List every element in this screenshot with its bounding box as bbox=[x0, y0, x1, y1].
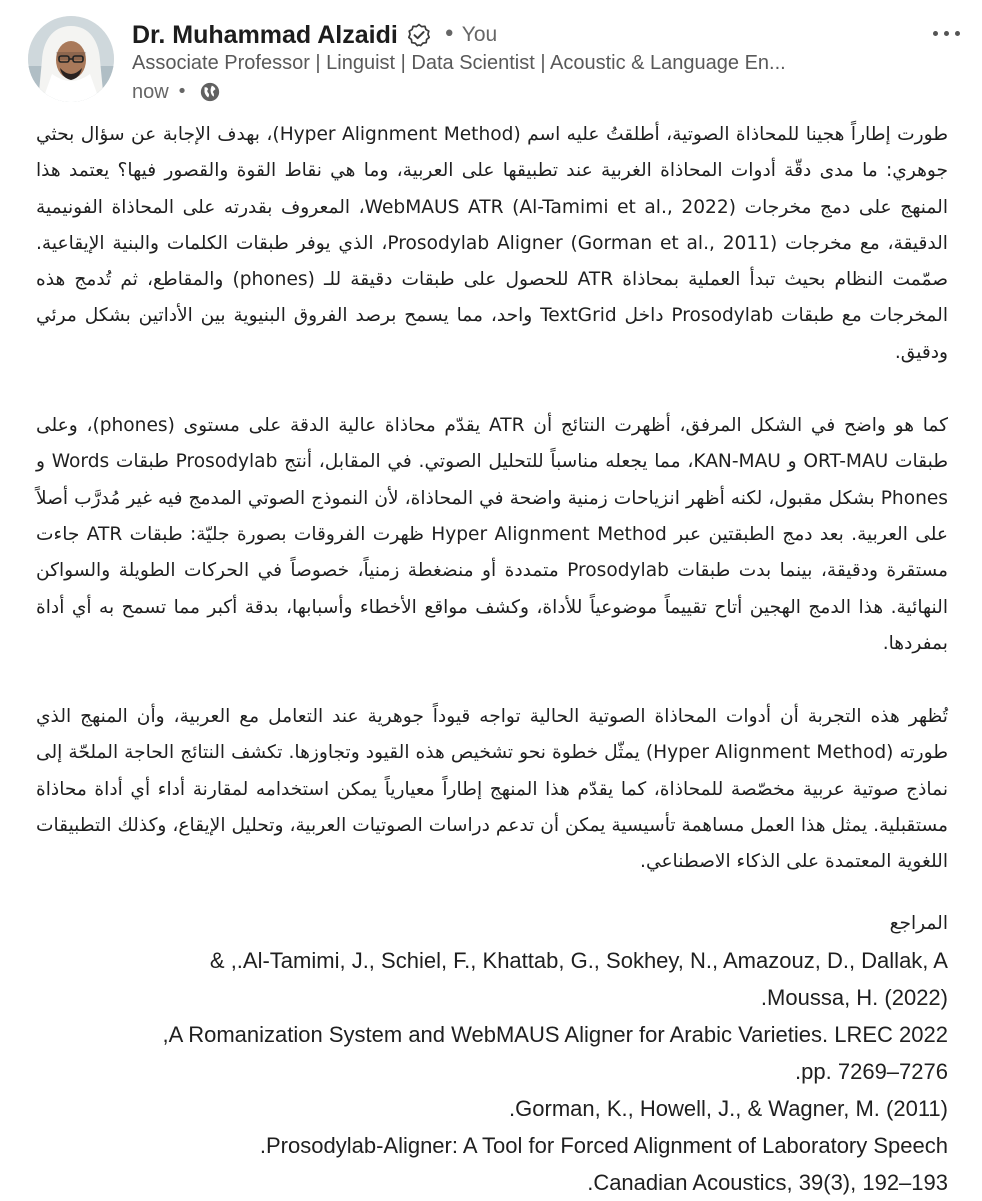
post-header bbox=[28, 14, 968, 110]
reference-line: Prosodylab-Aligner: A Tool for Forced Alignment of Laboratory Speech. bbox=[259, 1133, 948, 1158]
references-section bbox=[36, 905, 948, 1201]
avatar[interactable] bbox=[28, 16, 114, 102]
reference-line: Canadian Acoustics, 39(3), 192–193. bbox=[587, 1170, 948, 1195]
post-paragraph: طورت إطاراً هجينا للمحاذاة الصوتية، أطلقتُ عليه اسم (Hyper Alignment Method)، بهدف الإجابة عن سؤال بحثي جوهري: ما مدى دقّة أدوات المحاذاة الغربية عند تطبيقها على العربية، وما هي نقاط القوة والقصور فيها؟ يعتمد هذا المنهج على دمج مخرجات WebMAUS ATR (Al-Tamimi et al., 2022)، المعروف بقدرته على المحاذاة الفونيمية الدقيقة، مع مخرجات Prosodylab Aligner (Gorman et al., 2011)، الذي يوفر طبقات الكلمات والبنية الإيقاعية. صمّمت النظام بحيث تبدأ العملية بمحاذاة ATR للحصول على طبقات دقيقة للـ (phones) والمقاطع، ثم تُدمج هذه المخرجات مع طبقات Prosodylab داخل TextGrid واحد، مما يسمح برصد الفروق البنيوية بين الأداتين بشكل مرئي ودقيق. bbox=[36, 124, 948, 363]
reference-line: Gorman, K., Howell, J., & Wagner, M. (2011). bbox=[509, 1096, 948, 1121]
post-body bbox=[36, 117, 948, 881]
reference-line: Moussa, H. (2022). bbox=[760, 985, 948, 1010]
post-time: now bbox=[132, 80, 169, 103]
references-title: المراجع bbox=[889, 913, 948, 934]
verified-badge-icon bbox=[407, 23, 431, 47]
separator-dot: • bbox=[176, 81, 188, 102]
globe-icon bbox=[199, 81, 221, 103]
relation-label: You bbox=[461, 23, 498, 46]
author-name[interactable]: Dr. Muhammad Alzaidi bbox=[132, 20, 398, 49]
separator-dot: • bbox=[442, 22, 456, 47]
reference-line: pp. 7269–7276. bbox=[795, 1059, 948, 1084]
more-options-icon[interactable] bbox=[924, 20, 968, 46]
reference-line: Al-Tamimi, J., Schiel, F., Khattab, G., Sokhey, N., Amazouz, D., Dallak, A., & bbox=[209, 948, 948, 973]
reference-line: A Romanization System and WebMAUS Aligner for Arabic Varieties. LREC 2022, bbox=[162, 1022, 948, 1047]
post-paragraph: تُظهر هذه التجربة أن أدوات المحاذاة الصوتية الحالية تواجه قيوداً جوهرية عند التعامل مع العربية، وأن المنهج الذي طورته (Hyper Alignment Method) يمثّل خطوة نحو تشخيص هذه القيود وتجاوزها. تكشف النتائج الحاجة الملحّة إلى نماذج صوتية عربية مخصّصة للمحاذاة، كما يقدّم هذا المنهج إطاراً معيارياً يمكن استخدامه لمقارنة أداء أي أداة محاذاة مستقبلية. يمثل هذا العمل مساهمة تأسيسية يمكن أن تدعم دراسات الصوتيات العربية، وتحليل الإيقاع، وكذلك التطبيقات اللغوية المعتمدة على الذكاء الاصطناعي. bbox=[36, 706, 948, 873]
avatar-photo bbox=[28, 16, 114, 102]
author-headline: Associate Professor | Linguist | Data Scientist | Acoustic & Language En... bbox=[132, 52, 786, 74]
post-paragraph: كما هو واضح في الشكل المرفق، أظهرت النتائج أن ATR يقدّم محاذاة عالية الدقة على مستوى (phones)، وعلى طبقات ORT-MAU و KAN-MAU، مما يجعله مناسباً للتحليل الصوتي. في المقابل، أنتج Prosodylab طبقات Words و Phones بشكل مقبول، لكنه أظهر انزياحات زمنية واضحة في المحاذاة، لأن النموذج الصوتي المدمج فيه غير مُدرَّب أصلاً على العربية. بعد دمج الطبقتين عبر Hyper Alignment Method ظهرت الفروقات بصورة جليّة: طبقات ATR جاءت مستقرة ودقيقة، بينما بدت طبقات Prosodylab متمددة أو منضغطة زمنياً، خصوصاً في الحركات الطويلة والسواكن النهائية. هذا الدمج الهجين أتاح تقييماً موضوعياً للأداة، وكشف مواقع الأخطاء وأسبابها، بدقة أكبر مما تسمح به أي أداة بمفردها. bbox=[36, 415, 949, 654]
